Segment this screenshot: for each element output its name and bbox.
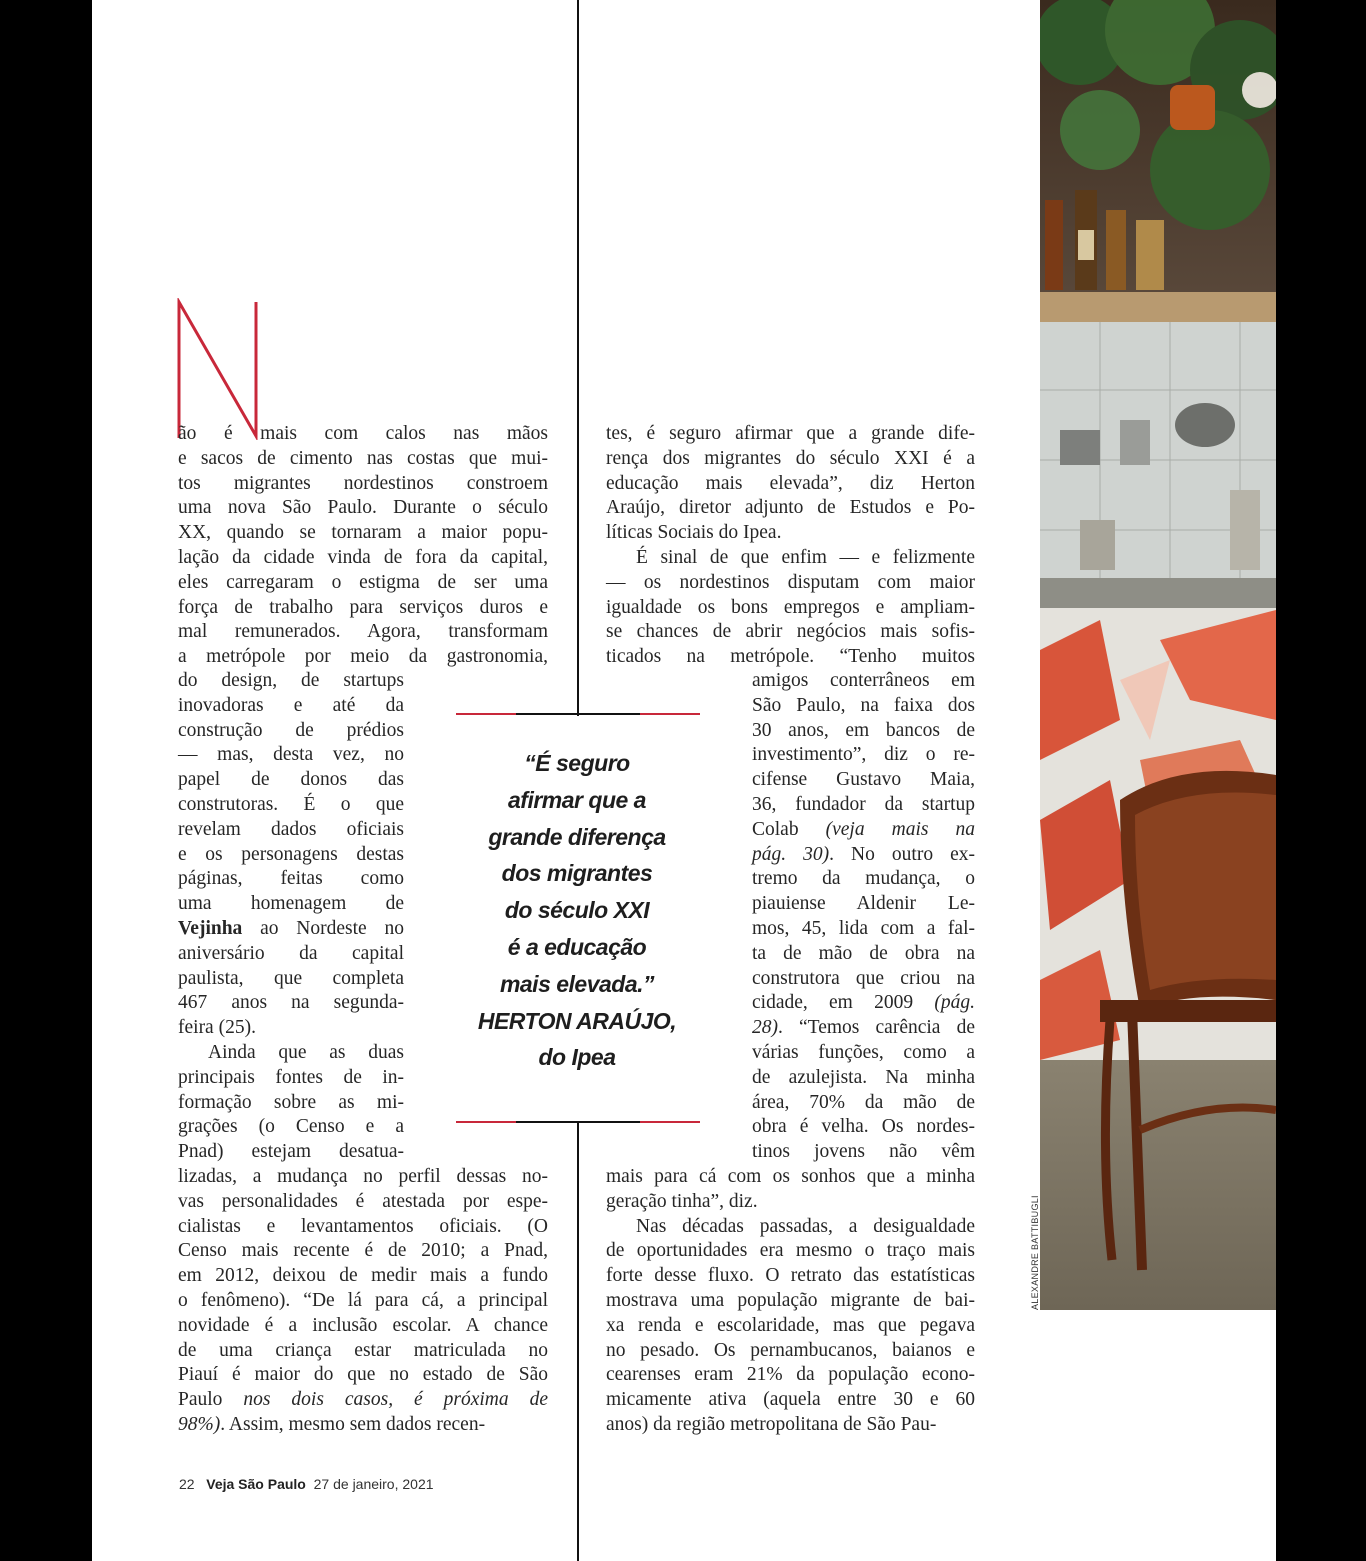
text-line: força de trabalho para serviços duros e [178, 596, 548, 618]
text-line: várias funções, como a [752, 1041, 975, 1063]
text-line: Pnad) estejam desatua- [178, 1141, 404, 1163]
text-line: Censo mais recente é de 2010; a Pnad, [178, 1240, 548, 1262]
text-line: rença dos migrantes do século XXI é a [606, 447, 975, 469]
quote-line: dos migrantes [501, 860, 653, 887]
text-line: no pesado. Os pernambucanos, baianos e [606, 1339, 975, 1361]
text-line: área, 70% da mão de [752, 1091, 975, 1113]
text-line: e sacos de cimento nas costas que mui- [178, 447, 548, 469]
text-line: São Paulo, na faixa dos [752, 694, 975, 716]
text-line: cifense Gustavo Maia, [752, 769, 975, 791]
drop-cap-n [176, 298, 262, 440]
text-line: investimento”, diz o re- [752, 744, 975, 766]
text-line: construtora que criou na [752, 967, 975, 989]
drop-cap-letter: N [176, 298, 177, 299]
quote-line: é a educação [507, 933, 647, 960]
text-line: do design, de startups [178, 670, 404, 691]
page-footer [179, 1476, 434, 1492]
text-line: amigos conterrâneos em [752, 670, 975, 691]
quote-line: do século XXI [504, 897, 650, 924]
text-line: — mas, desta vez, no [178, 744, 404, 766]
text-line: revelam dados oficiais [178, 818, 404, 840]
text-line: É sinal de que enfim — e felizmente [636, 546, 975, 568]
text-line: pág. 30). No outro ex- [752, 843, 975, 865]
quote-rule-top [456, 713, 700, 716]
quote-line: “É seguro [524, 750, 630, 776]
text-line: mais para cá com os sonhos que a minha [606, 1166, 975, 1187]
text-line: lação da cidade vinda de fora da capital, [178, 546, 548, 568]
col2-paragraph-top [606, 422, 975, 670]
text-line: tremo da mudança, o [752, 868, 975, 890]
text-line: tes, é seguro afirmar que a grande dife- [606, 423, 975, 444]
text-line: de uma criança estar matriculada no [178, 1339, 548, 1361]
quote-line: grande diferença [488, 823, 666, 850]
text-line: forte desse fluxo. O retrato das estatísticas [606, 1265, 975, 1287]
text-line: líticas Sociais do Ipea. [606, 522, 782, 544]
text-line: piauiense Aldenir Le- [752, 893, 975, 915]
text-line: tos migrantes nordestinos constroem [178, 472, 548, 494]
text-line: XX, quando se tornaram a maior popu- [178, 522, 548, 544]
text-line: cearenses eram 21% da população econo- [606, 1364, 975, 1386]
text-line: cialistas e levantamentos oficiais. (O [178, 1215, 548, 1237]
text-line: inovadoras e até da [178, 694, 404, 716]
text-line: geração tinha”, diz. [606, 1190, 758, 1212]
text-line: cidade, em 2009 (pág. [752, 992, 975, 1014]
text-line: — os nordestinos disputam com maior [606, 571, 975, 593]
text-line: eles carregaram o estigma de ser uma [178, 571, 548, 593]
page-number: 22 [179, 1476, 195, 1492]
quote-line: do Ipea [538, 1044, 616, 1071]
text-line: de oportunidades era mesmo o traço mais [606, 1240, 975, 1262]
text-line: micamente ativa (aquela entre 30 e 60 [606, 1389, 975, 1411]
text-line: grações (o Censo e a [178, 1116, 404, 1138]
text-line: 30 anos, em bancos de [752, 719, 975, 741]
quote-line: afirmar que a [508, 786, 646, 813]
text-line: uma nova São Paulo. Durante o século [178, 497, 548, 519]
text-line: e os personagens destas [178, 843, 404, 865]
text-line: 98%). Assim, mesmo sem dados recen- [178, 1413, 486, 1435]
restaurant-photo [1040, 0, 1276, 1310]
text-line: em 2012, deixou de medir mais a fundo [178, 1265, 548, 1287]
text-line: Ainda que as duas [208, 1041, 404, 1063]
text-line: 467 anos na segunda- [178, 992, 404, 1014]
column-divider-top [577, 0, 579, 716]
text-line: a metrópole por meio da gastronomia, [178, 646, 548, 668]
text-line: páginas, feitas como [178, 868, 404, 890]
photo-credit: ALEXANDRE BATTIBUGLI [1030, 1195, 1040, 1310]
col1-paragraph-bottom [178, 1165, 548, 1438]
text-line: anos) da região metropolitana de São Pau- [606, 1413, 937, 1435]
text-line: ta de mão de obra na [752, 942, 975, 964]
text-line: vas personalidades é atestada por espe- [178, 1190, 548, 1212]
magazine-page [92, 0, 1276, 1561]
text-line: Piauí é maior do que no estado de São [178, 1364, 548, 1386]
publication-name: Veja São Paulo [206, 1476, 306, 1492]
text-line: Nas décadas passadas, a desigualdade [636, 1215, 975, 1237]
quote-rule-bottom [456, 1121, 700, 1124]
issue-date: 27 de janeiro, 2021 [313, 1476, 434, 1492]
text-line: Colab (veja mais na [752, 818, 975, 840]
text-line: papel de donos das [178, 769, 404, 791]
text-line: Vejinha ao Nordeste no [178, 917, 404, 939]
text-line: novidade é a inclusão escolar. A chance [178, 1314, 548, 1336]
text-line: ticados na metrópole. “Tenho muitos [606, 646, 975, 668]
text-line: aniversário da capital [178, 942, 404, 964]
text-line: feira (25). [178, 1017, 256, 1039]
text-line: 28). “Temos carência de [752, 1017, 975, 1039]
text-line: Paulo nos dois casos, é próxima de [178, 1389, 548, 1411]
text-line: mostrava uma população migrante de bai- [606, 1289, 975, 1311]
text-line: xa renda e escolaridade, mas que pegava [606, 1314, 975, 1336]
col2-paragraph-bottom [606, 1165, 975, 1438]
text-line: tinos jovens não vêm [752, 1141, 975, 1163]
text-line: construtoras. É o que [178, 793, 404, 815]
text-line: obra é velha. Os nordes- [752, 1116, 975, 1138]
quote-line: mais elevada.” [499, 970, 655, 997]
text-line: o fenômeno). “De lá para cá, a principal [178, 1289, 548, 1311]
text-line: mos, 45, lida com a fal- [752, 917, 975, 939]
text-line: de azulejista. Na minha [752, 1066, 975, 1088]
text-line: principais fontes de in- [178, 1066, 404, 1088]
pull-quote [452, 745, 702, 1076]
text-line: igualdade os bons empregos e ampliam- [606, 596, 975, 618]
text-line: ão é mais com calos nas mãos [178, 423, 548, 444]
text-line: uma homenagem de [178, 893, 404, 915]
text-line: mal remunerados. Agora, transformam [178, 621, 548, 643]
text-line: lizadas, a mudança no perfil dessas no- [178, 1166, 548, 1187]
text-line: Araújo, diretor adjunto de Estudos e Po- [606, 497, 975, 519]
text-line: educação mais elevada”, diz Herton [606, 472, 975, 494]
text-line: paulista, que completa [178, 967, 404, 989]
col1-paragraph-narrow [178, 669, 404, 1165]
col2-paragraph-narrow [752, 669, 975, 1165]
quote-line: HERTON ARAÚJO, [477, 1007, 677, 1034]
text-line: 36, fundador da startup [752, 793, 975, 815]
text-line: se chances de abrir negócios mais sofis- [606, 621, 975, 643]
col1-paragraph-top [178, 422, 548, 670]
column-divider-bottom [577, 1122, 579, 1561]
text-line: construção de prédios [178, 719, 404, 741]
text-line: formação sobre as mi- [178, 1091, 404, 1113]
